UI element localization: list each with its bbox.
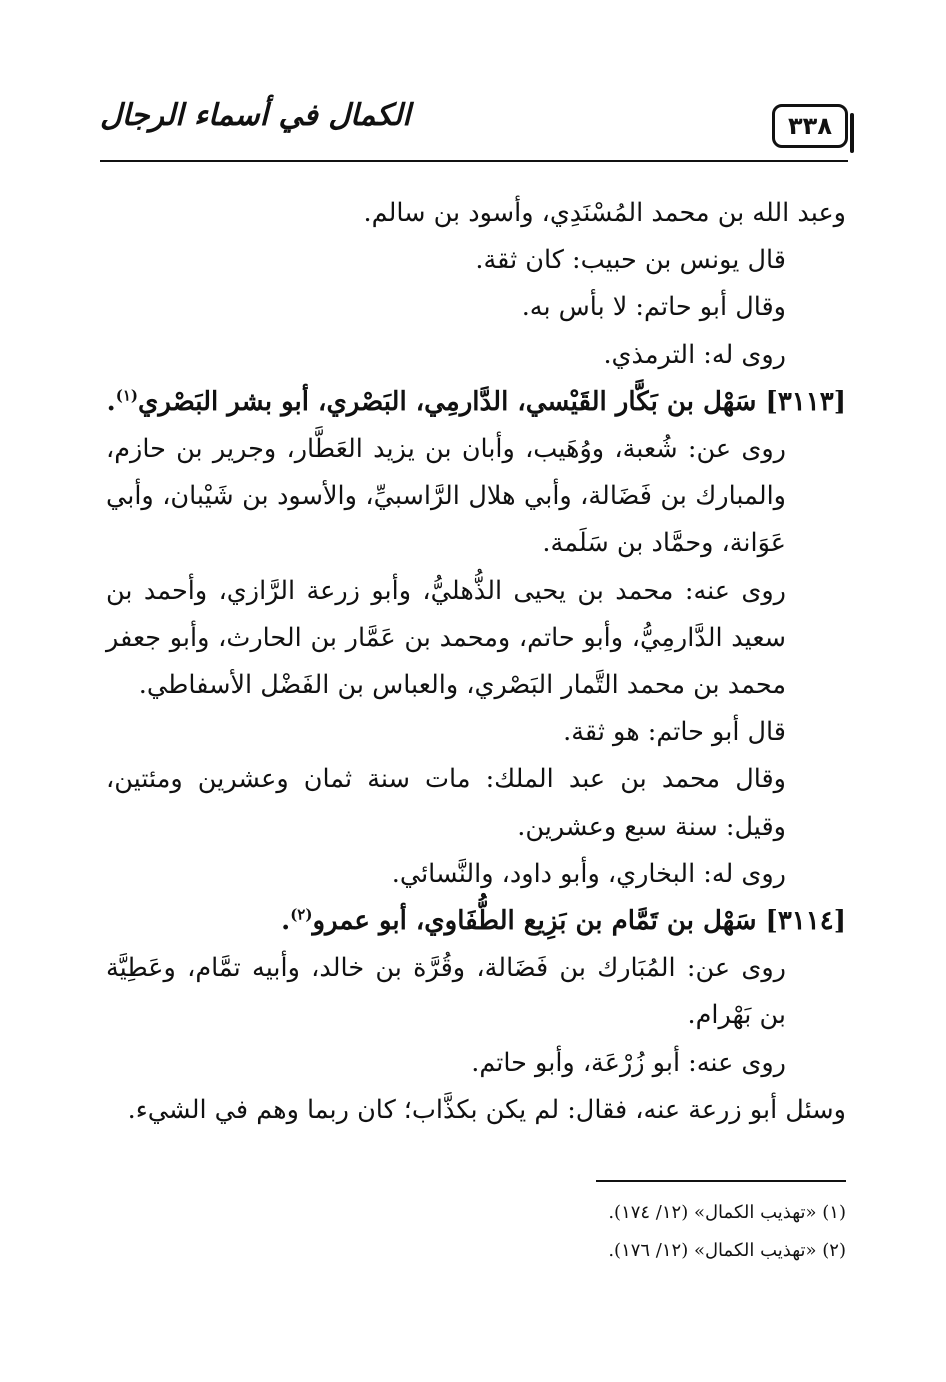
paragraph: وعبد الله بن محمد المُسْنَدِي، وأسود بن سالم. bbox=[363, 198, 846, 228]
entry-title: [٣١١٣] سَهْل بن بَكَّار القَيْسي، الدَّارمِي، البَصْري، أبو بشر البَصْري bbox=[138, 386, 846, 417]
paragraph: قال أبو حاتم: هو ثقة. bbox=[563, 717, 786, 748]
page-number-box bbox=[772, 104, 848, 148]
entry-end: . bbox=[106, 386, 116, 417]
paragraph: وسئل أبو زرعة عنه، فقال: لم يكن بكذَّاب؛ كان ربما وهم في الشيء. bbox=[127, 1094, 846, 1125]
footnote-ref: (٢) bbox=[290, 905, 313, 924]
footnote: (٢) «تهذيب الكمال» (١٢/ ١٧٦). bbox=[608, 1240, 846, 1261]
paragraph: روى عنه: أبو زُرْعَة، وأبو حاتم. bbox=[471, 1047, 786, 1078]
header-rule bbox=[100, 160, 848, 162]
page-header bbox=[100, 92, 848, 162]
main-text bbox=[106, 190, 846, 1134]
paragraph: وقال أبو حاتم: لا بأس به. bbox=[521, 292, 786, 323]
entry-heading bbox=[106, 379, 846, 426]
paragraph: روى عن: شُعبة، ووُهَيب، وأبان بن يزيد العَطَّار، وجرير بن حازم، والمبارك بن فَضَالة، وأبي هلال الرَّاسبيِّ، والأسود بن شَيْبان، وأبي عَوَانة، وحمَّاد بن سَلَمة. bbox=[106, 434, 786, 559]
page-number: ٣٣٨ bbox=[788, 112, 832, 140]
paragraph: وقال محمد بن عبد الملك: مات سنة ثمان وعشرين ومئتين، وقيل: سنة سبع وعشرين. bbox=[106, 764, 786, 842]
footnotes bbox=[608, 1194, 846, 1270]
entry-end: . bbox=[281, 906, 291, 937]
paragraph: قال يونس بن حبيب: كان ثقة. bbox=[475, 245, 786, 276]
footnote-rule bbox=[596, 1180, 846, 1182]
paragraph: روى عنه: محمد بن يحيى الذُّهليُّ، وأبو زرعة الرَّازي، وأحمد بن سعيد الدَّارمِيُّ، وأبو حاتم، ومحمد بن عَمَّار بن الحارث، وأبو جعفر محمد بن محمد التَّمار البَصْري، والعباس بن الفَضْل الأسفاطي. bbox=[106, 575, 786, 701]
paragraph: روى عن: المُبَارك بن فَضَالة، وقُرَّة بن خالد، وأبيه تمَّام، وعَطِيَّة بن بَهْرام. bbox=[106, 953, 786, 1031]
paragraph: روى له: الترمذي. bbox=[603, 339, 786, 370]
entry-title: [٣١١٤] سَهْل بن تَمَّام بن بَزِيع الطُّفَاوي، أبو عمرو bbox=[312, 906, 846, 937]
footnote: (١) «تهذيب الكمال» (١٢/ ١٧٤). bbox=[608, 1202, 846, 1223]
entry-heading bbox=[106, 898, 846, 945]
footnote-ref: (١) bbox=[115, 386, 138, 405]
book-title: الكمال في أسماء الرجال bbox=[100, 98, 411, 133]
paragraph: روى له: البخاري، وأبو داود، والنَّسائي. bbox=[391, 858, 786, 889]
